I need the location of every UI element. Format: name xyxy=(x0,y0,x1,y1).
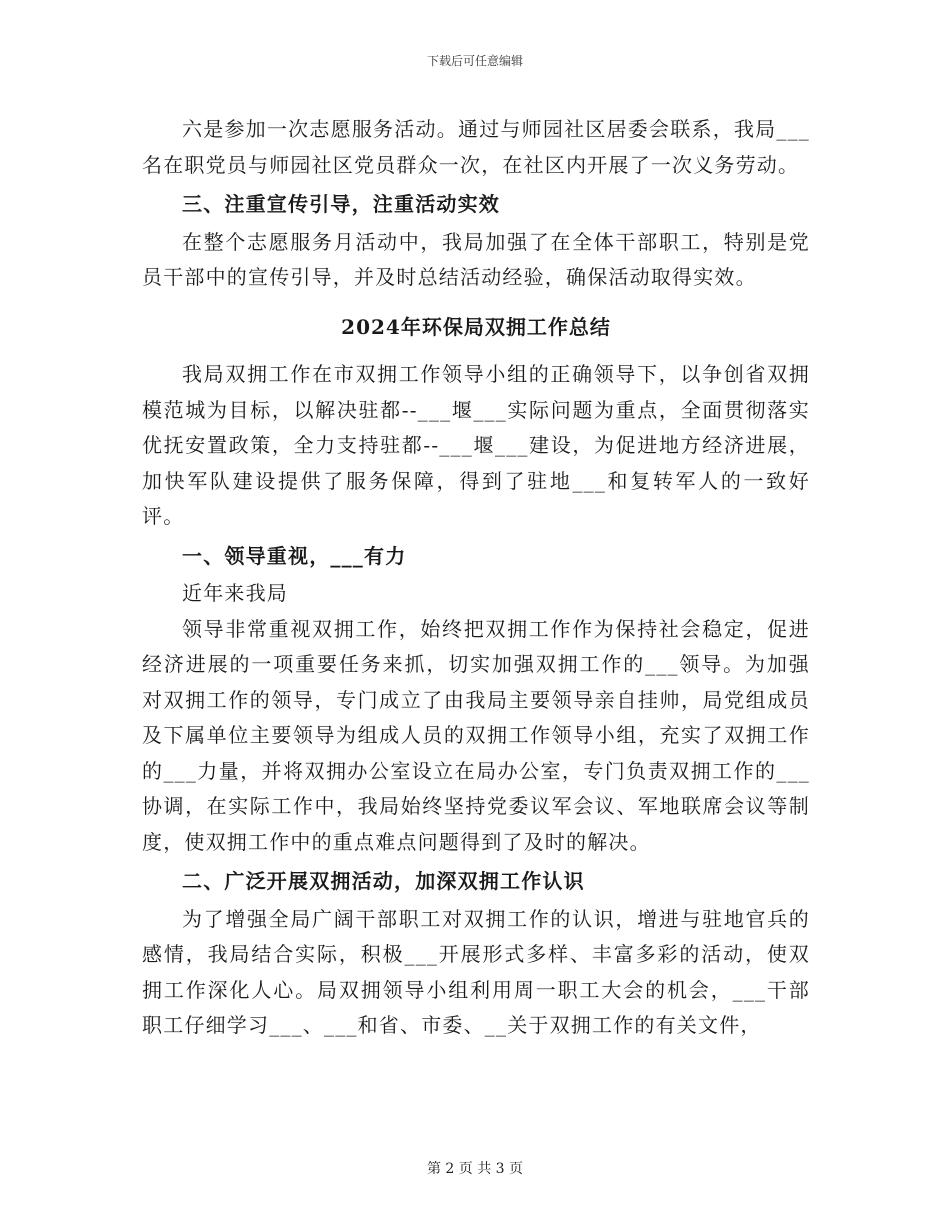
document-body xyxy=(142,112,810,1044)
paragraph-leadership-detail: 领导非常重视双拥工作，始终把双拥工作作为保持社会稳定，促进经济进展的一项重要任务来抓，切实加强双拥工作的___领导。为加强对双拥工作的领导，专门成立了由我局主要领导亲自挂帅，局党组成员及下属单位主要领导为组成人员的双拥工作领导小组，充实了双拥工作的___力量，并将双拥办公室设立在局办公室，专门负责双拥工作的___协调，在实际工作中，我局始终坚持党委议军会议、军地联席会议等制度，使双拥工作中的重点难点问题得到了及时的解决。 xyxy=(142,616,810,854)
paragraph-activities-detail: 为了增强全局广阔干部职工对双拥工作的认识，增进与驻地官兵的感情，我局结合实际，积极___开展形式多样、丰富多彩的活动，使双拥工作深化人心。局双拥领导小组利用周一职工大会的机会，___干部职工仔细学习___、___和省、市委、__关于双拥工作的有关文件， xyxy=(142,906,810,1037)
paragraph-publicity-summary: 在整个志愿服务月活动中，我局加强了在全体干部职工，特别是党员干部中的宣传引导，并及时总结活动经验，确保活动取得实效。 xyxy=(142,229,810,289)
page-header: 下载后可任意编辑 xyxy=(426,54,523,68)
section-heading-leadership: 一、领导重视，___有力 xyxy=(182,543,407,568)
paragraph-volunteer-activity: 六是参加一次志愿服务活动。通过与师园社区居委会联系，我局___名在职党员与师园社区党员群众一次，在社区内开展了一次义务劳动。 xyxy=(142,117,810,177)
section-heading-publicity: 三、注重宣传引导，注重活动实效 xyxy=(182,192,500,216)
page-number: 第 2 页 共 3 页 xyxy=(426,1161,524,1177)
paragraph-intro: 我局双拥工作在市双拥工作领导小组的正确领导下，以争创省双拥模范城为目标，以解决驻都--___堰___实际问题为重点，全面贯彻落实优抚安置政策，全力支持驻都--___堰___建设，为促进地方经济进展，加快军队建设提供了服务保障，得到了驻地___和复转军人的一致好评。 xyxy=(142,362,810,528)
section-heading-activities: 二、广泛开展双拥活动，加深双拥工作认识 xyxy=(182,869,585,893)
document-title: 2024年环保局双拥工作总结 xyxy=(341,314,611,339)
paragraph-recent-years: 近年来我局 xyxy=(182,581,288,605)
